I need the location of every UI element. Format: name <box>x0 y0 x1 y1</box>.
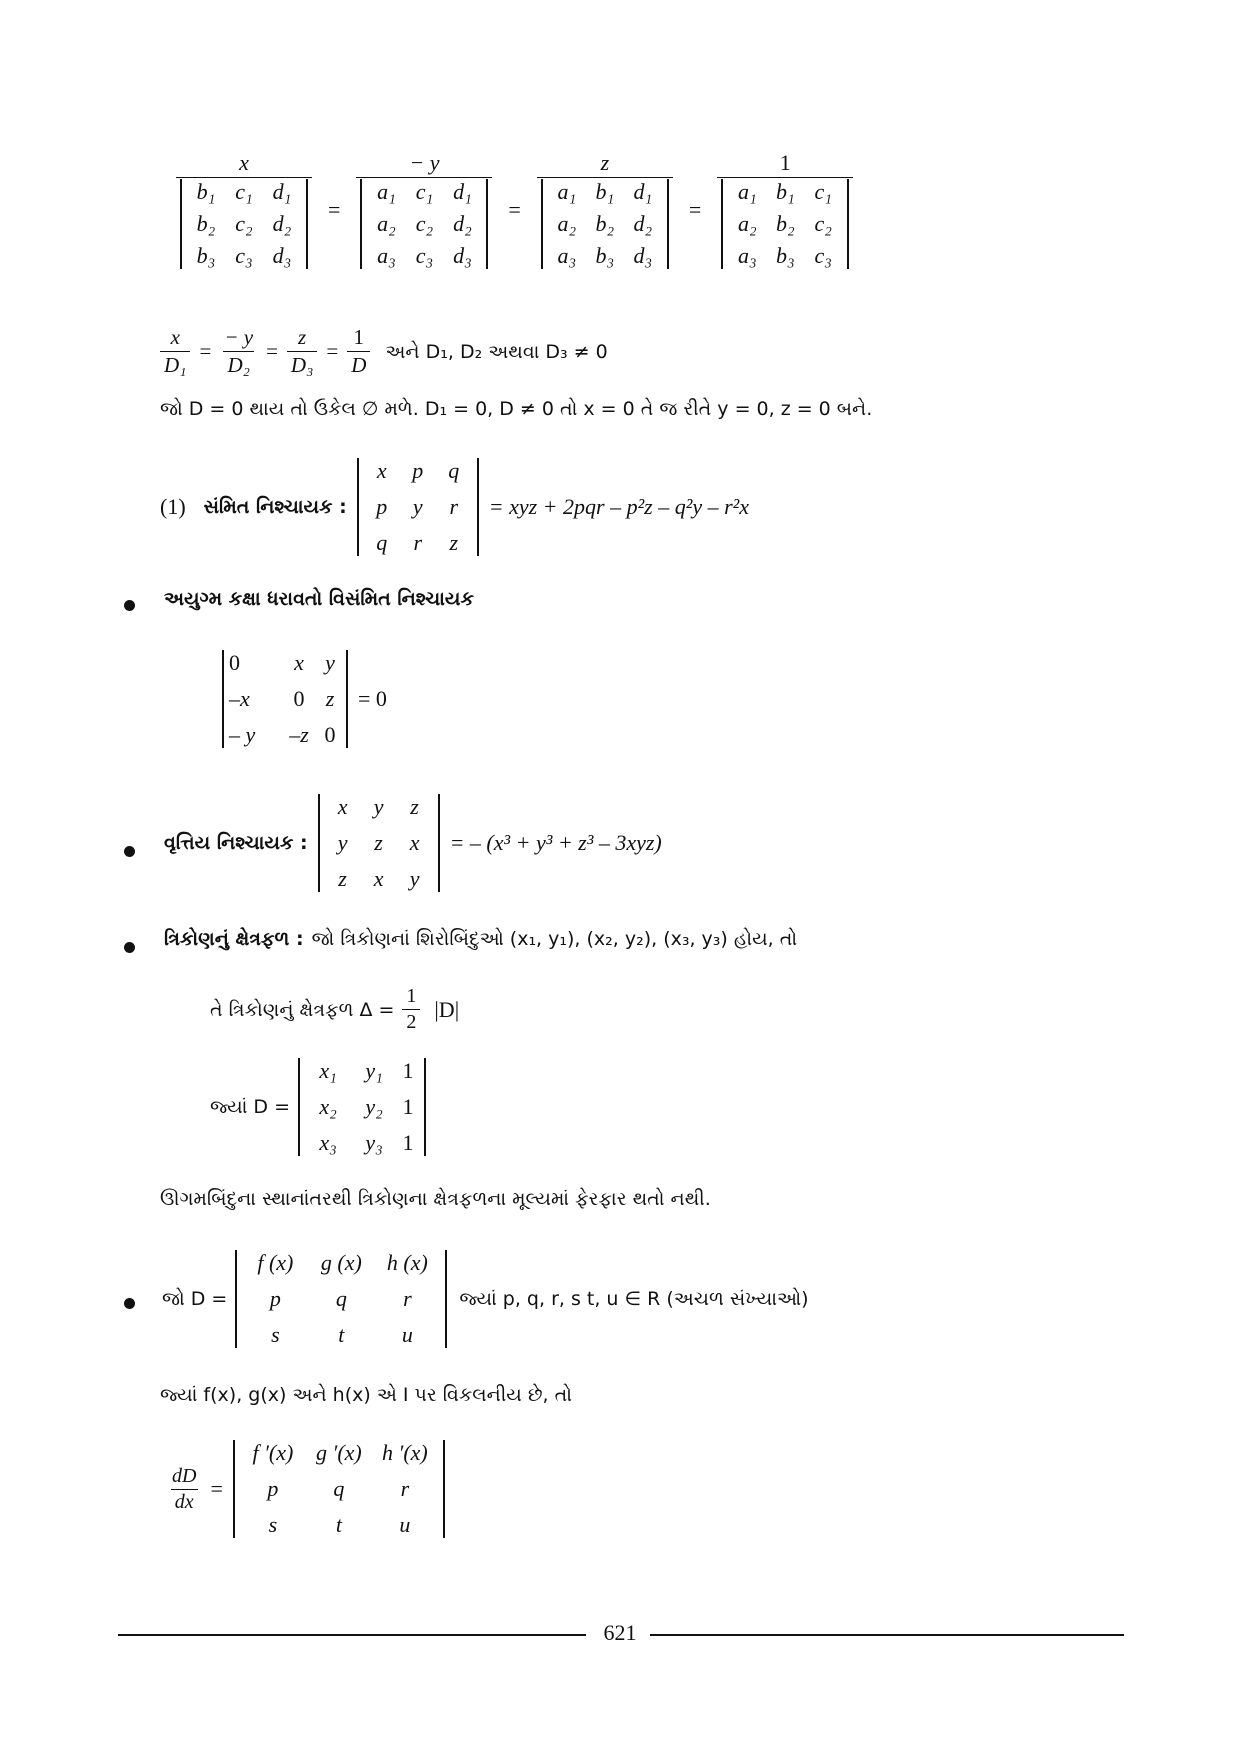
skew-matrix: 0 x y –x 0 z – y –z 0 <box>222 650 348 748</box>
numerator: z <box>600 150 610 175</box>
triangle-determinant: જ્યાં D = x₁ y₁ 1 x₂ y₂ 1 x₃ y₃ 1 <box>210 1058 426 1156</box>
ratio-condition: અને D₁, D₂ અથવા D₃ ≠ 0 <box>385 340 608 363</box>
symmetric-determinant <box>160 458 749 556</box>
differentiable-condition: જ્યાં f(x), g(x) અને h(x) એ I પર વિકલનીય છે, તો <box>160 1384 572 1406</box>
numerator: x <box>239 150 249 175</box>
constant-condition: જ્યાં p, q, r, s t, u ∈ R (અચળ સંખ્યાઓ) <box>459 1288 809 1310</box>
triangle-condition: જો ત્રિકોણનાં શિરોબિંદુઓ (x₁, y₁), (x₂, y₂), (x₃, y₃) હોય, તો <box>311 928 798 950</box>
footer-rule-left <box>118 1634 586 1636</box>
circulant-value: = – (x³ + y³ + z³ – 3xyz) <box>449 830 662 855</box>
fraction-neg-y <box>356 150 492 269</box>
numerator: − y <box>409 150 440 175</box>
bullet <box>124 846 135 857</box>
triangle-note: ઊગમબિંદુના સ્થાનાંતરથી ત્રિકોણના ક્ષેત્રફળના મૂલ્યમાં ફેરફાર થતો નથી. <box>160 1188 711 1210</box>
circulant-label: વૃત્તિય નિશ્ચાયક : <box>164 832 308 854</box>
triangle-area-formula: તે ત્રિકોણનું ક્ષેત્રફળ Δ = $\frac{1}{2}$ |D| <box>210 985 460 1033</box>
numerator: 1 <box>779 150 791 175</box>
matrix-D3: a₁ b₁ d₁ a₂ b₂ d₂ a₃ b₃ d₃ <box>541 179 669 269</box>
function-determinant: જો D = f (x) g (x) h (x) p q r s t u જ્યાં p, q, r, s t, u ∈ R (અચળ સંખ્યાઓ) <box>162 1250 809 1347</box>
triangle-label: ત્રિકોણનું ક્ષેત્રફળ : <box>164 928 304 950</box>
ratio-line: $\frac{x}{\text{D₁}}$ = $\frac{- y}{\text{D₂}}$ = $\frac{z}{\text{D₃}}$ = $\frac{1}{D}$ અને D₁, D₂ અથવા D₃ ≠ 0 <box>160 325 608 378</box>
equals-sign: = <box>508 196 521 222</box>
solution-condition-text: જો D = 0 થાય તો ઉકેલ ∅ મળે. D₁ = 0, D ≠ 0 તો x = 0 તે જ રીતે y = 0, z = 0 બને. <box>160 398 873 420</box>
bullet <box>124 942 135 953</box>
matrix-D: a₁ b₁ c₁ a₂ b₂ c₂ a₃ b₃ c₃ <box>721 179 849 269</box>
bullet <box>124 1298 135 1309</box>
function-matrix: f (x) g (x) h (x) p q r s t u <box>235 1250 447 1348</box>
item-number: (1) <box>160 494 186 519</box>
circulant-matrix: x y z y z x z x y <box>318 794 440 892</box>
derivative-matrix: f ′(x) g ′(x) h ′(x) p q r s t u <box>233 1440 445 1538</box>
fraction-z <box>537 150 673 269</box>
symmetric-matrix: x p q p y r q r z <box>357 458 479 556</box>
matrix-D2: a₁ c₁ d₁ a₂ c₂ d₂ a₃ c₃ d₃ <box>360 179 488 269</box>
matrix-D1: b₁ c₁ d₁ b₂ c₂ d₂ b₃ c₃ d₃ <box>180 179 308 269</box>
triangle-matrix: x₁ y₁ 1 x₂ y₂ 1 x₃ y₃ 1 <box>298 1058 426 1156</box>
triangle-area-line <box>164 928 797 950</box>
skew-value: = 0 <box>358 686 387 711</box>
fraction-one <box>717 150 853 269</box>
page-number: 621 <box>603 1620 637 1645</box>
symmetric-value: = xyz + 2pqr – p²z – q²y – r²x <box>488 494 750 519</box>
symmetric-label: સંમિત નિશ્ચાયક : <box>203 496 347 518</box>
derivative-determinant: $\frac{dD}{dx}$ = f ′(x) g ′(x) h ′(x) p q r s t u <box>168 1440 445 1538</box>
fraction-x <box>176 150 312 269</box>
skew-determinant <box>222 650 387 748</box>
bullet <box>124 600 135 611</box>
skew-heading: અયુગ્મ કક્ષા ધરાવતો વિસંમિત નિશ્ચાયક <box>164 588 474 610</box>
equals-sign: = <box>688 196 702 222</box>
cramer-ratio-equation <box>176 150 853 269</box>
equals-sign: = <box>328 196 341 222</box>
footer-rule-right <box>650 1634 1124 1636</box>
circulant-determinant <box>164 794 662 892</box>
